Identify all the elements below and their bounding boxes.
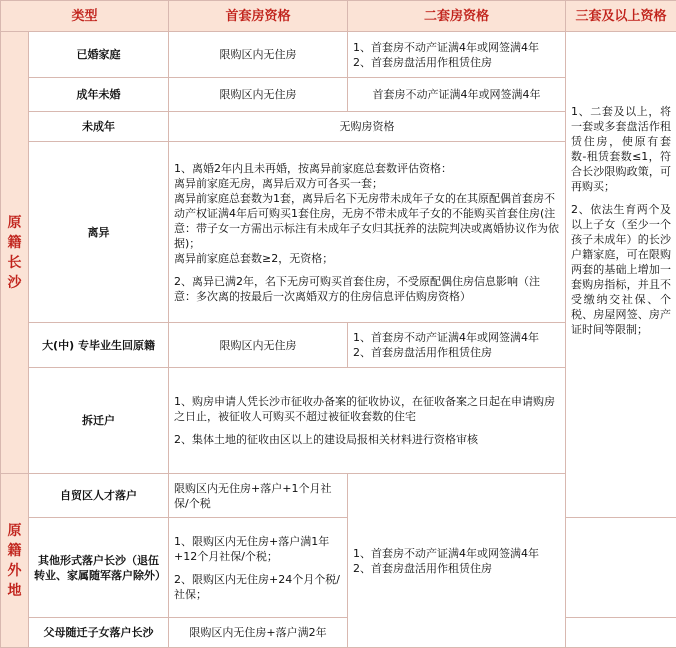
graduate-second-line: 2、首套房盘活用作租赁住房	[353, 345, 560, 360]
parents-first: 限购区内无住房+落户满2年	[169, 618, 348, 648]
relocated-line: 1、购房申请人凭长沙市征收办备案的征收协议，在征收备案之日起在申请购房之日止，被征收人可购买不超过被征收套数的住宅	[174, 394, 560, 424]
region-outside-char: 地	[1, 581, 28, 601]
third-home-item: 1、二套及以上，将一套或多套盘活作租赁住房，使原有套数-租赁套数≤1，符合长沙限购政策，可再购买；	[571, 104, 671, 194]
region-local-char: 籍	[1, 233, 28, 253]
region-local-char: 长	[1, 253, 28, 273]
spacer	[174, 564, 342, 572]
graduate-second	[348, 323, 566, 368]
table-row-other-settle	[1, 518, 676, 618]
married-second-line: 2、首套房盘活用作租赁住房	[353, 55, 560, 70]
other-settle-line: 2、限购区内无住房+24个月个税/社保；	[174, 572, 342, 602]
region-local-char: 原	[1, 213, 28, 233]
adult-single-first: 限购区内无住房	[169, 78, 348, 112]
divorced-line: 1、离婚2年内且未再婚，按离异前家庭总套数评估资格：	[174, 161, 560, 176]
region-outside-char: 原	[1, 521, 28, 541]
category-minor: 未成年	[29, 112, 169, 142]
graduate-first: 限购区内无住房	[169, 323, 348, 368]
category-married: 已婚家庭	[29, 32, 169, 78]
category-relocated: 拆迁户	[29, 368, 169, 474]
region-label-local	[1, 32, 29, 474]
region-outside-char: 外	[1, 561, 28, 581]
table-row-married	[1, 32, 676, 78]
outside-second-line: 2、首套房盘活用作租赁住房	[353, 561, 560, 576]
region-outside-char: 籍	[1, 541, 28, 561]
third-home-item: 2、依法生育两个及以上子女（至少一个孩子未成年）的长沙户籍家庭，可在限购两套的基础上增加一套购房指标，并且不受缴纳交社保、个税、房屋网签、房产证时间等限制；	[571, 202, 671, 337]
category-adult-single: 成年未婚	[29, 78, 169, 112]
third-home-local	[566, 32, 676, 518]
relocated-line: 2、集体土地的征收由区以上的建设局报相关材料进行资格审核	[174, 432, 560, 447]
category-free-trade: 自贸区人才落户	[29, 474, 169, 518]
divorced-line: 离异前家庭总套数为1套，离异后名下无房带未成年子女的在其原配偶首套房不动产权证满4年后可购买1套住房，无房不带未成年子女的不能购买首套住房(注意：带子女一方需出示标注有未成年子女归其抚养的法院判决或离婚协议作为依据)；	[174, 191, 560, 251]
divorced-line: 离异前家庭无房，离异后双方可各买一套；	[174, 176, 560, 191]
spacer	[174, 424, 560, 432]
region-label-outside	[1, 474, 29, 648]
married-second-line: 1、首套房不动产证满4年或网签满4年	[353, 40, 560, 55]
divorced-details	[169, 142, 566, 323]
adult-single-second: 首套房不动产证满4年或网签满4年	[348, 78, 566, 112]
category-other-settle: 其他形式落户长沙（退伍转业、家属随军落户除外）	[29, 518, 169, 618]
third-home-outside-last	[566, 618, 676, 648]
outside-second-line: 1、首套房不动产证满4年或网签满4年	[353, 546, 560, 561]
other-settle-line: 1、限购区内无住房+落户满1年+12个月社保/个税；	[174, 534, 342, 564]
category-divorced: 离异	[29, 142, 169, 323]
outside-second	[348, 474, 566, 648]
region-local-char: 沙	[1, 273, 28, 293]
category-parents: 父母随迁子女落户长沙	[29, 618, 169, 648]
divorced-line: 离异前家庭总套数≥2，无资格；	[174, 251, 560, 266]
table-row-parents	[1, 618, 676, 648]
spacer	[571, 194, 671, 202]
header-row	[1, 1, 676, 32]
relocated-details	[169, 368, 566, 474]
graduate-second-line: 1、首套房不动产证满4年或网签满4年	[353, 330, 560, 345]
header-type: 类型	[1, 1, 169, 32]
divorced-line: 2、离异已满2年，名下无房可购买首套住房，不受原配偶住房信息影响（注意：多次离的按最后一次离婚双方的住房信息评估购房资格）	[174, 274, 560, 304]
married-second	[348, 32, 566, 78]
spacer	[174, 266, 560, 274]
header-third-home: 三套及以上资格	[566, 1, 676, 32]
header-second-home: 二套房资格	[348, 1, 566, 32]
married-first: 限购区内无住房	[169, 32, 348, 78]
category-graduate: 大(中) 专毕业生回原籍	[29, 323, 169, 368]
third-home-outside	[566, 518, 676, 618]
minor-merged: 无购房资格	[169, 112, 566, 142]
header-first-home: 首套房资格	[169, 1, 348, 32]
other-settle-first	[169, 518, 348, 618]
free-trade-first: 限购区内无住房+落户+1个月社保/个税	[169, 474, 348, 518]
